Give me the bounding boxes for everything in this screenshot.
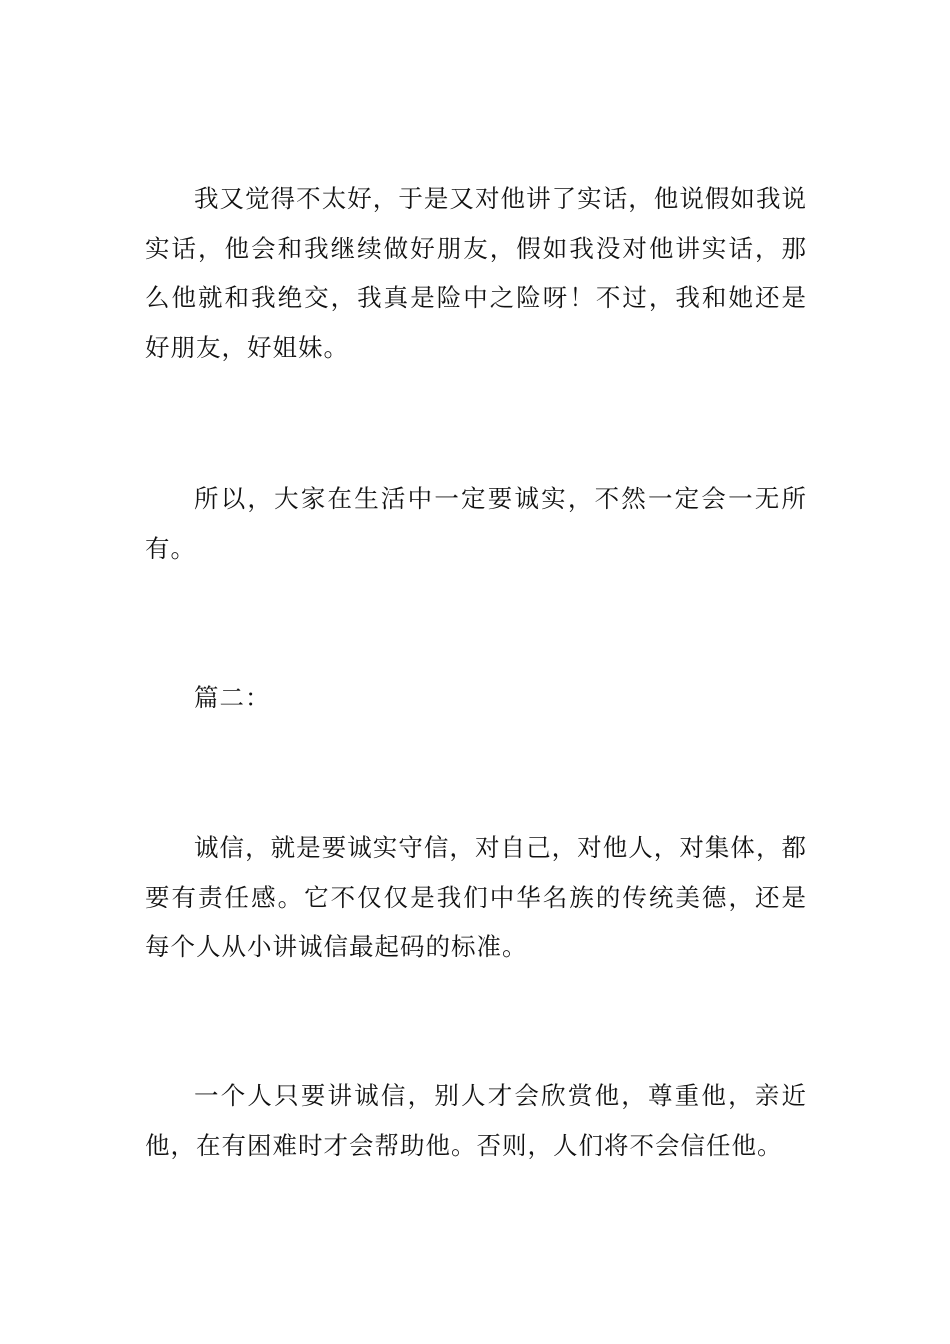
section-heading: 篇二： [194, 683, 271, 712]
paragraph-integrity-definition: 诚信，就是要诚实守信，对自己，对他人，对集体，都要有责任感。它不仅仅是我们中华名族的传统美德，还是每个人从小讲诚信最起码的标准。 [145, 833, 807, 961]
paragraph-integrity-benefits: 一个人只要讲诚信，别人才会欣赏他，尊重他，亲近他，在有困难时才会帮助他。否则，人们将不会信任他。 [145, 1081, 807, 1160]
paragraph-honesty-story: 我又觉得不太好，于是又对他讲了实话，他说假如我说实话，他会和我继续做好朋友，假如我没对他讲实话，那么他就和我绝交，我真是险中之险呀！不过，我和她还是好朋友，好姐妹。 [145, 184, 807, 362]
paragraph-conclusion: 所以，大家在生活中一定要诚实，不然一定会一无所有。 [145, 484, 807, 563]
